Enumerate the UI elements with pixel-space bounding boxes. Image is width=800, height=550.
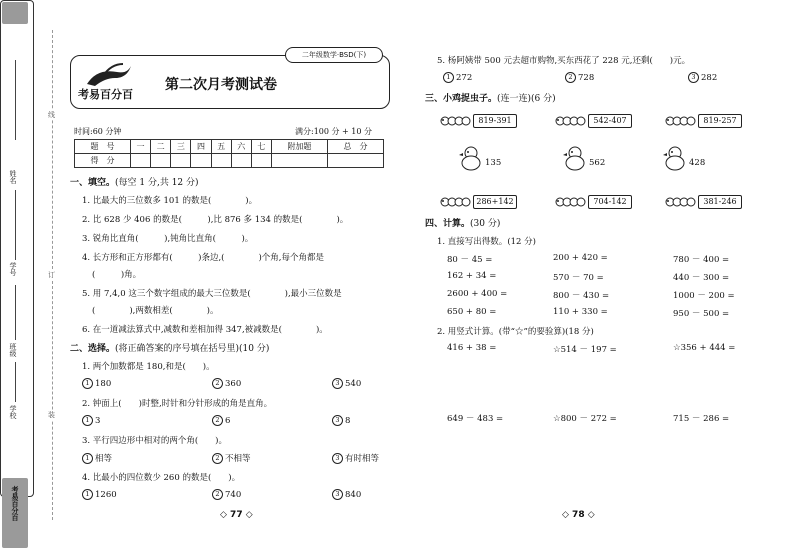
s2-q3-opt3: 3 有时相等: [332, 452, 379, 464]
score-header-cell: 总 分: [327, 140, 383, 154]
option-1-icon: 1: [82, 489, 93, 500]
vertical-calc: 416 + 38 =: [447, 343, 497, 353]
option-2-icon: 2: [212, 489, 223, 500]
oral-calc: 1000 － 200 =: [673, 291, 735, 301]
worm-top-2: [555, 113, 633, 129]
s1-q3: 3. 锐角比直角( ),钝角比直角( )。: [82, 234, 254, 244]
s1-q2: 2. 比 628 少 406 的数是( ),比 876 多 134 的数是( )。: [82, 215, 349, 225]
option-1-icon: 1: [82, 415, 93, 426]
option-3-icon: 3: [332, 378, 343, 389]
score-header-cell: 五: [211, 140, 231, 154]
score-info: 满分:100 分 + 10 分: [295, 127, 373, 136]
s2-q4-opt2: 2 740: [212, 489, 241, 500]
name-line: [15, 60, 16, 140]
oral-calc: 440 － 300 =: [673, 273, 730, 283]
option-3-icon: 3: [688, 72, 699, 83]
worm-expression: 286+142: [473, 195, 517, 209]
score-cell[interactable]: [231, 154, 251, 168]
score-cell[interactable]: [171, 154, 191, 168]
s2-q1-opt2: 2 360: [212, 378, 241, 389]
page-number-left: ◇ 77 ◇: [220, 510, 253, 520]
worm-bottom-2: [555, 194, 633, 210]
s1-q4b: ( )角。: [92, 270, 142, 280]
score-header-cell: 六: [231, 140, 251, 154]
s2-q4: 4. 比最小的四位数少 260 的数是( )。: [82, 473, 241, 483]
option-1-icon: 1: [82, 378, 93, 389]
id-label: 学号: [9, 262, 17, 276]
section2-heading: 二、选择。: [70, 344, 116, 354]
s1-q5a: 5. 用 7,4,0 这三个数字组成的最大三位数是( ),最小三位数是: [82, 289, 342, 299]
id-line: [15, 190, 16, 260]
s2-q3: 3. 平行四边形中相对的两个角( )。: [82, 436, 227, 446]
s2-q1-opt1: 1 180: [82, 378, 111, 389]
score-cell[interactable]: [130, 154, 150, 168]
option-1-icon: 1: [82, 453, 93, 464]
s2-q1-opt3: 3 540: [332, 378, 361, 389]
chick-number-1: 135: [485, 158, 502, 168]
section1-heading: 一、填空。: [70, 178, 116, 188]
worm-expression: 381-246: [698, 195, 742, 209]
vertical-calc: ☆800 － 272 =: [553, 414, 617, 424]
oral-calc: 200 + 420 =: [553, 253, 608, 263]
s2-q2: 2. 钟面上( )时整,时针和分针形成的角是直角。: [82, 399, 273, 409]
caterpillar-icon: [440, 113, 472, 127]
section3-note: (连一连)(6 分): [497, 94, 556, 104]
worm-top-1: [440, 113, 518, 129]
strip-top-bar: [2, 2, 28, 24]
worm-expression: 819-391: [473, 114, 517, 128]
s2-q3-opt1: 1 相等: [82, 452, 112, 464]
section1-note: (每空 1 分,共 12 分): [115, 178, 199, 188]
caterpillar-icon: [440, 194, 472, 208]
caterpillar-icon: [555, 113, 587, 127]
rabbit-logo-icon: [83, 62, 133, 88]
option-2-icon: 2: [212, 453, 223, 464]
score-header-cell: 四: [191, 140, 211, 154]
class-line: [15, 285, 16, 340]
s2-q5-opt2: 2 728: [565, 72, 594, 83]
page-title: 第二次月考测试卷: [165, 77, 277, 93]
section3-title: [425, 91, 556, 104]
score-cell[interactable]: [271, 154, 327, 168]
vertical-calc: ☆356 + 444 =: [673, 343, 736, 353]
section1-title: [70, 175, 199, 188]
strip-brand: 考易百分百: [11, 486, 19, 521]
grade-badge: 二年级数学·BSD(下): [285, 47, 383, 63]
s1-q4a: 4. 长方形和正方形都有( )条边,( )个角,每个角都是: [82, 253, 324, 263]
score-row-label: 得 分: [75, 154, 131, 168]
oral-calc: 650 + 80 =: [447, 307, 497, 317]
s1-q1: 1. 比最大的三位数多 101 的数是( )。: [82, 196, 258, 206]
s2-q1: 1. 两个加数都是 180,和是( )。: [82, 362, 215, 372]
section2-title: [70, 341, 269, 354]
vertical-calc: ☆514 － 197 =: [553, 345, 617, 355]
option-2-icon: 2: [212, 415, 223, 426]
score-header-cell: 七: [251, 140, 271, 154]
score-table: [74, 139, 384, 168]
score-header-cell: 二: [151, 140, 171, 154]
cut-char: 线: [48, 111, 55, 119]
s1-q6: 6. 在一道减法算式中,减数和差相加得 347,被减数是( )。: [82, 325, 328, 335]
vertical-calc: 649 － 483 =: [447, 414, 504, 424]
option-3-icon: 3: [332, 453, 343, 464]
binding-strip: [0, 0, 34, 521]
s2-q2-opt1: 1 3: [82, 415, 100, 426]
worm-expression: 542-407: [588, 114, 632, 128]
s4-sub2: 2. 用竖式计算。(带“☆”的要验算)(18 分): [437, 327, 594, 337]
oral-calc: 110 + 330 =: [553, 307, 608, 317]
s2-q5-opt3: 3 282: [688, 72, 717, 83]
s2-q4-opt1: 1 1260: [82, 489, 117, 500]
caterpillar-icon: [555, 194, 587, 208]
score-header-cell: 题 号: [75, 140, 131, 154]
s2-q5-opt1: 1 272: [443, 72, 472, 83]
s2-q2-opt3: 3 8: [332, 415, 350, 426]
worm-bottom-3: [665, 194, 743, 210]
chick-icon: [662, 145, 688, 171]
section2-note: (将正确答案的序号填在括号里)(10 分): [115, 344, 270, 354]
option-2-icon: 2: [565, 72, 576, 83]
oral-calc: 80 － 45 =: [447, 255, 493, 265]
option-1-icon: 1: [443, 72, 454, 83]
strip-brand-bar: [2, 478, 28, 548]
score-header-cell: 附加题: [271, 140, 327, 154]
school-label: 学校: [9, 405, 17, 419]
time-info: 时间:60 分钟: [74, 127, 122, 136]
chick-icon: [458, 145, 484, 171]
section4-heading: 四、计算。: [425, 219, 471, 229]
score-header-cell: 三: [171, 140, 191, 154]
oral-calc: 780 － 400 =: [673, 255, 730, 265]
section3-heading: 三、小鸡捉虫子。: [425, 94, 498, 104]
score-cell[interactable]: [211, 154, 231, 168]
oral-calc: 2600 + 400 =: [447, 289, 508, 299]
caterpillar-icon: [665, 113, 697, 127]
s2-q2-opt2: 2 6: [212, 415, 230, 426]
section4-title: [425, 216, 500, 229]
vertical-calc: 715 － 286 =: [673, 414, 730, 424]
score-header-cell: 一: [130, 140, 150, 154]
score-cell[interactable]: [191, 154, 211, 168]
oral-calc: 570 － 70 =: [553, 273, 604, 283]
score-cell[interactable]: [251, 154, 271, 168]
worm-expression: 704-142: [588, 195, 632, 209]
s2-q5: 5. 杨阿姨带 500 元去超市购物,买东西花了 228 元,还剩( )元。: [437, 56, 691, 66]
worm-expression: 819-257: [698, 114, 742, 128]
oral-calc: 800 － 430 =: [553, 291, 610, 301]
seal-char: 装: [48, 411, 55, 419]
s1-q5b: ( ),两数相差( )。: [92, 306, 219, 316]
score-cell[interactable]: [327, 154, 383, 168]
option-3-icon: 3: [332, 415, 343, 426]
oral-calc: 950 － 500 =: [673, 309, 730, 319]
page-number-right: ◇ 78 ◇: [562, 510, 595, 520]
option-3-icon: 3: [332, 489, 343, 500]
school-line: [15, 362, 16, 402]
section4-note: (30 分): [470, 219, 501, 229]
chick-icon: [562, 145, 588, 171]
s2-q4-opt3: 3 840: [332, 489, 361, 500]
chick-number-3: 428: [689, 158, 706, 168]
oral-calc: 162 + 34 =: [447, 271, 497, 281]
worm-bottom-1: [440, 194, 518, 210]
name-label: 姓名: [9, 170, 17, 184]
worm-top-3: [665, 113, 743, 129]
s2-q3-opt2: 2 不相等: [212, 452, 251, 464]
option-2-icon: 2: [212, 378, 223, 389]
caterpillar-icon: [665, 194, 697, 208]
chick-number-2: 562: [589, 158, 606, 168]
fold-char: 订: [48, 271, 55, 279]
brand-name: 考易百分百: [78, 88, 133, 101]
score-cell[interactable]: [151, 154, 171, 168]
class-label: 班级: [9, 343, 17, 357]
s4-sub1: 1. 直接写出得数。(12 分): [437, 237, 536, 247]
